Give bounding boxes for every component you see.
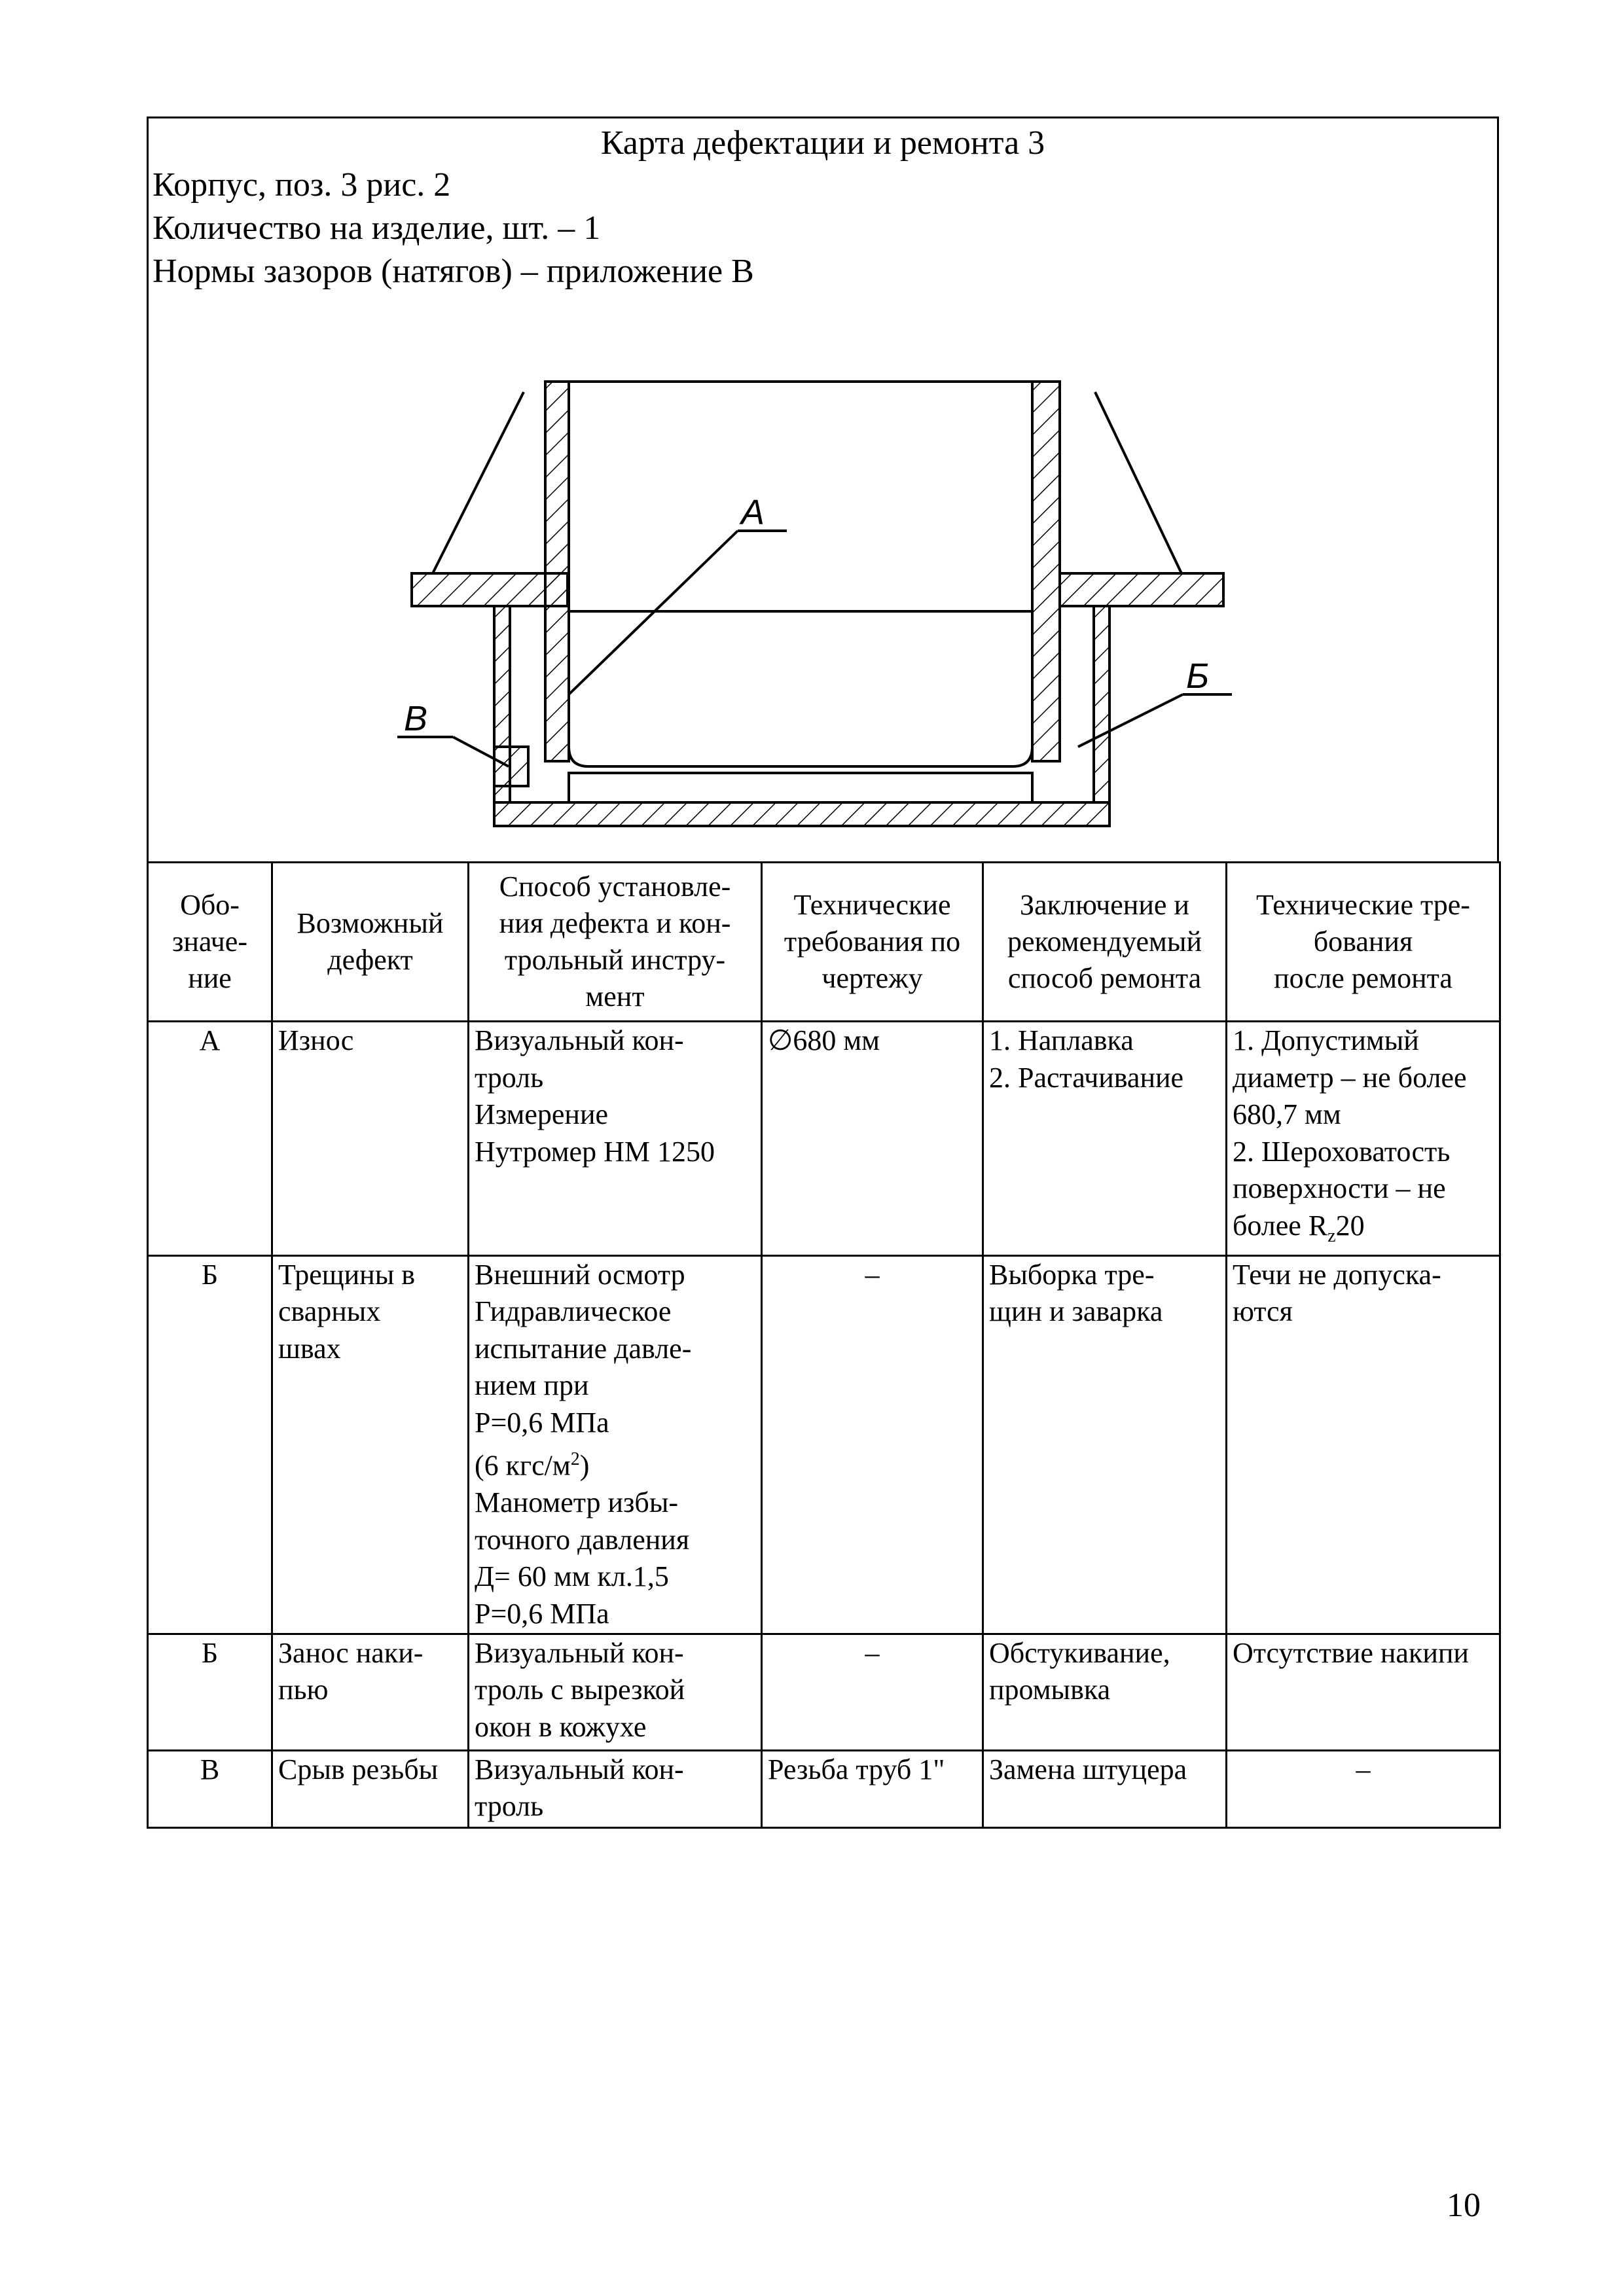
cell-defect: Срыв резьбы: [272, 1750, 469, 1827]
cell-method: Визуальный кон- троль: [469, 1750, 762, 1827]
defect-card-frame: [147, 117, 1499, 863]
header-drawing-req: Технические требования по чертежу: [762, 863, 983, 1022]
cell-drawing-req: –: [762, 1634, 983, 1750]
cell-after-req: Отсутствие накипи: [1227, 1634, 1500, 1750]
label-b: Б: [1186, 656, 1210, 696]
header-conclusion: Заключение и рекомендуемый способ ремонта: [983, 863, 1227, 1022]
table-row: [148, 1750, 1500, 1827]
header-after-req: Технические тре- бования после ремонта: [1227, 863, 1500, 1022]
page-number: 10: [1447, 2187, 1481, 2224]
header-defect: Возможный дефект: [272, 863, 469, 1022]
cell-method: Визуальный кон- троль с вырезкой окон в кожухе: [469, 1634, 762, 1750]
cell-conclusion: Выборка тре- щин и заварка: [983, 1255, 1227, 1634]
subscript: z: [1327, 1225, 1336, 1246]
method-text: Внешний осмотр Гидравлическое испытание давле- нием при Р=0,6 МПа (6 кгс/м: [475, 1258, 692, 1482]
table-row: [148, 1022, 1500, 1256]
part-line: Корпус, поз. 3 рис. 2: [153, 166, 451, 204]
label-v: В: [404, 699, 428, 738]
cell-designation: Б: [148, 1255, 272, 1634]
cell-designation: Б: [148, 1634, 272, 1750]
norms-line: Нормы зазоров (натягов) – приложение В: [153, 253, 754, 290]
cell-drawing-req: ∅680 мм: [762, 1022, 983, 1256]
table-row: [148, 1634, 1500, 1750]
cell-conclusion: Обстукивание, промывка: [983, 1634, 1227, 1750]
cell-after-req: [1227, 1022, 1500, 1256]
cell-after-req: Течи не допуска- ются: [1227, 1255, 1500, 1634]
superscript: 2: [570, 1449, 580, 1470]
header-method: Способ установле- ния дефекта и кон- трольный инстру- мент: [469, 863, 762, 1022]
cell-designation: В: [148, 1750, 272, 1827]
quantity-line: Количество на изделие, шт. – 1: [153, 209, 601, 247]
cell-defect: Износ: [272, 1022, 469, 1256]
card-title: Карта дефектации и ремонта 3: [600, 124, 1045, 162]
housing-drawing: [149, 118, 1501, 865]
cell-drawing-req: Резьба труб 1": [762, 1750, 983, 1827]
cell-defect: Трещины в сварных швах: [272, 1255, 469, 1634]
after-req-text: 1. Допустимый диаметр – не более 680,7 мм 2. Шероховатость поверхности – не более R: [1233, 1024, 1467, 1242]
cell-after-req: –: [1227, 1750, 1500, 1827]
cell-defect: Занос наки- пью: [272, 1634, 469, 1750]
cell-drawing-req: –: [762, 1255, 983, 1634]
cell-conclusion: Замена штуцера: [983, 1750, 1227, 1827]
header-designation: Обо- значе- ние: [148, 863, 272, 1022]
table-row: [148, 1255, 1500, 1634]
housing-section: [397, 382, 1232, 826]
label-a: А: [741, 493, 765, 532]
cell-designation: А: [148, 1022, 272, 1256]
defect-table: [147, 861, 1501, 1829]
cell-conclusion: 1. Наплавка 2. Растачивание: [983, 1022, 1227, 1256]
cell-method: Визуальный кон- троль Измерение Нутромер НМ 1250: [469, 1022, 762, 1256]
cell-method: [469, 1255, 762, 1634]
after-req-value: 20: [1335, 1209, 1365, 1242]
method-text-cont: ) Манометр избы- точного давления Д= 60 мм кл.1,5 Р=0,6 МПа: [475, 1449, 690, 1630]
table-header-row: [148, 863, 1500, 1022]
